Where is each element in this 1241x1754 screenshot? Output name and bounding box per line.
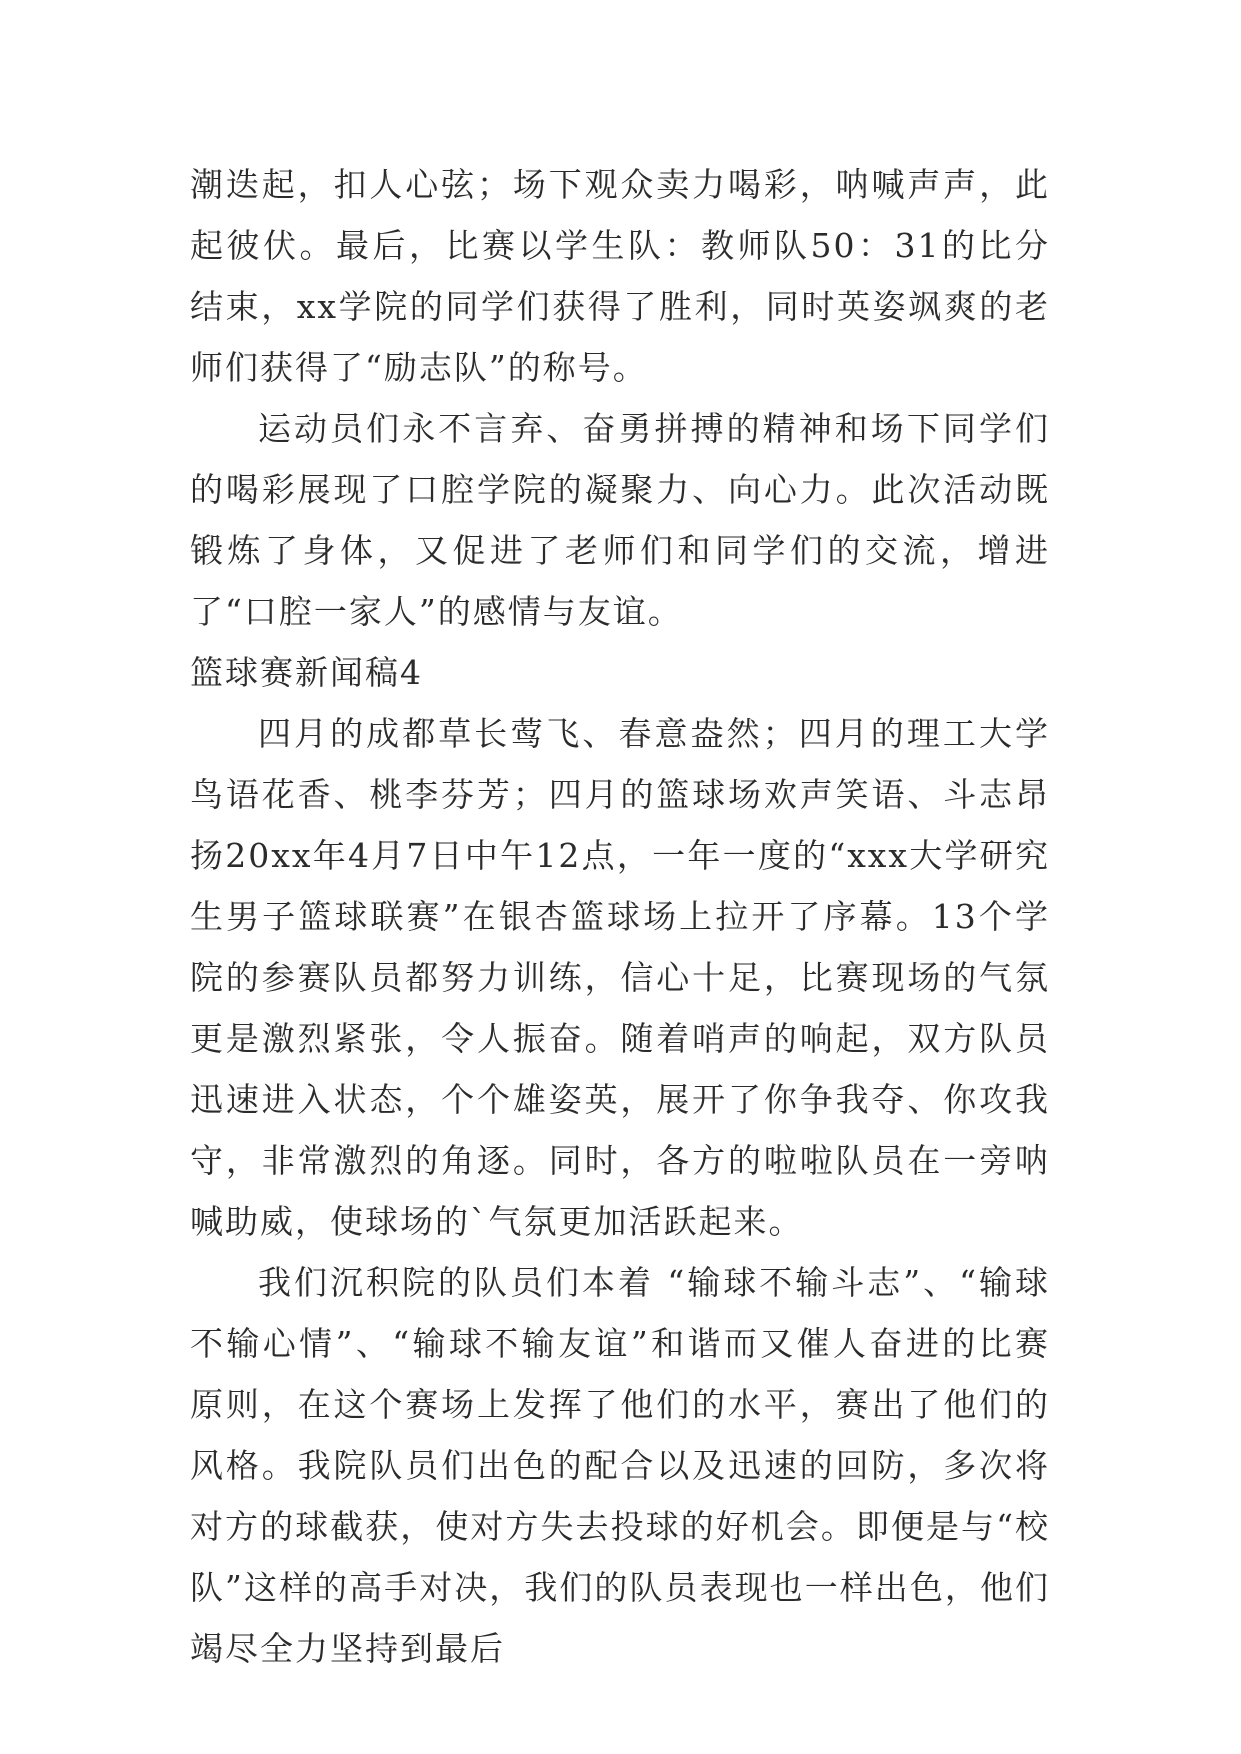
paragraph-team: 我们沉积院的队员们本着 “输球不输斗志”、“输球不输心情”、“输球不输友谊”和谐而又催人奋进的比赛原则，在这个赛场上发挥了他们的水平，赛出了他们的风格。我院队员们出色的配合以及迅速的回防，多次将对方的球截获，使对方失去投球的好机会。即便是与“校队”这样的高手对决，我们的队员表现也一样出色，他们竭尽全力坚持到最后 [190, 1263, 1050, 1668]
paragraph-opening: 四月的成都草长莺飞、春意盎然；四月的理工大学鸟语花香、桃李芬芳；四月的篮球场欢声笑语、斗志昂扬20xx年4月7日中午12点，一年一度的“xxx大学研究生男子篮球联赛”在银杏篮球场上拉开了序幕。13个学院的参赛队员都努力训练，信心十足，比赛现场的气氛更是激烈紧张，令人振奋。随着哨声的响起，双方队员迅速进入状态，个个雄姿英，展开了你争我夺、你攻我守，非常激烈的角逐。同时，各方的啦啦队员在一旁呐喊助威，使球场的`气氛更加活跃起来。 [190, 714, 1050, 1241]
article-body [190, 154, 1050, 1679]
paragraph-summary: 运动员们永不言弃、奋勇拼搏的精神和场下同学们的喝彩展现了口腔学院的凝聚力、向心力。此次活动既锻炼了身体，又促进了老师们和同学们的交流，增进了“口腔一家人”的感情与友谊。 [190, 409, 1050, 631]
paragraph-continuation: 潮迭起，扣人心弦；场下观众卖力喝彩，呐喊声声，此起彼伏。最后，比赛以学生队：教师队50：31的比分结束，xx学院的同学们获得了胜利，同时英姿飒爽的老师们获得了“励志队”的称号。 [190, 165, 1050, 387]
section-heading: 篮球赛新闻稿4 [190, 653, 423, 692]
